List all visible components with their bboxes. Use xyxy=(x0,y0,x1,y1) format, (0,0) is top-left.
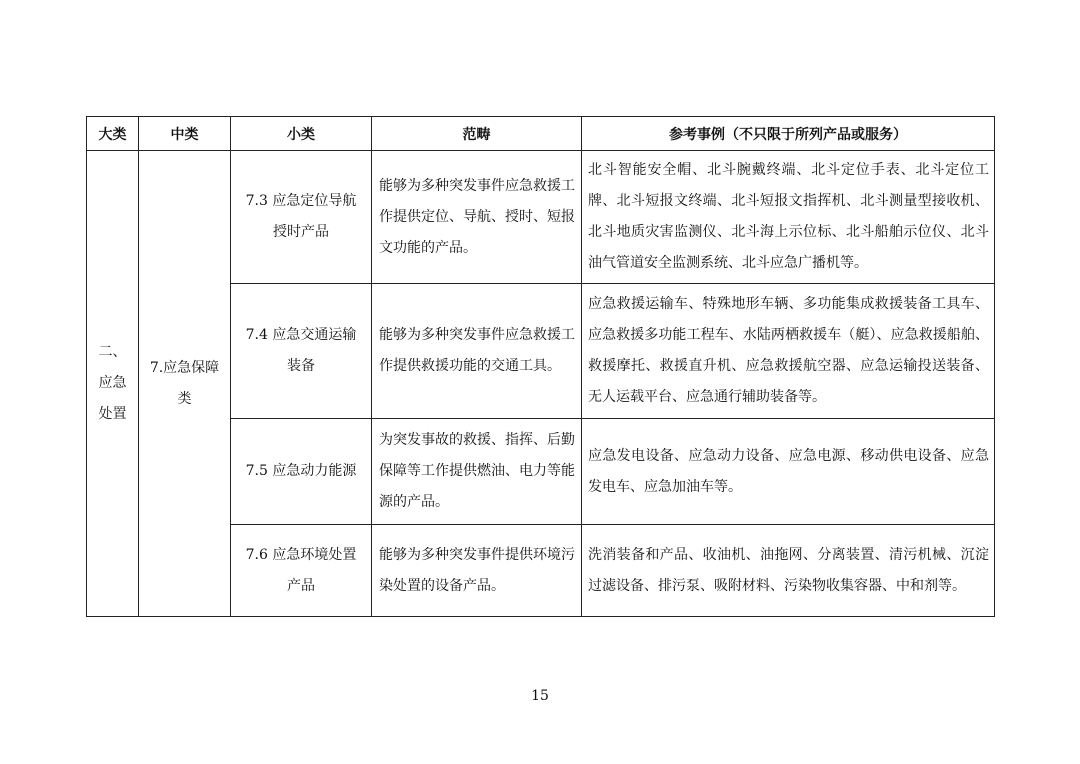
mid-category-line: 7.应急保障 xyxy=(149,359,220,376)
table-header-row xyxy=(87,117,995,151)
scope-cell: 能够为多种突发事件应急救援工作提供定位、导航、授时、短报文功能的产品。 xyxy=(372,151,582,284)
major-category-line: 应急 xyxy=(98,375,127,391)
sub-category-line: 7.5 应急动力能源 xyxy=(245,463,357,479)
examples-cell: 北斗智能安全帽、北斗腕戴终端、北斗定位手表、北斗定位工牌、北斗短报文终端、北斗短报文指挥机、北斗测量型接收机、北斗地质灾害监测仪、北斗海上示位标、北斗船舶示位仪、北斗油气管道安全监测系统、北斗应急广播机等。 xyxy=(582,151,995,284)
sub-category-line: 7.4 应急交通运输 xyxy=(245,327,357,343)
mid-category-line: 类 xyxy=(177,390,192,407)
sub-category-cell xyxy=(231,151,372,284)
header-sub-category: 小类 xyxy=(231,117,372,151)
sub-category-line: 装备 xyxy=(287,358,315,374)
header-major-category: 大类 xyxy=(87,117,139,151)
examples-cell: 应急救援运输车、特殊地形车辆、多功能集成救援装备工具车、应急救援多功能工程车、水陆两栖救援车（艇）、应急救援船舶、救援摩托、救援直升机、应急救援航空器、应急运输投送装备、无人运载平台、应急通行辅助装备等。 xyxy=(582,284,995,419)
sub-category-cell xyxy=(231,419,372,525)
major-category-line: 处置 xyxy=(98,406,127,422)
header-mid-category: 中类 xyxy=(139,117,231,151)
scope-cell: 为突发事故的救援、指挥、后勤保障等工作提供燃油、电力等能源的产品。 xyxy=(372,419,582,525)
scope-cell: 能够为多种突发事件应急救援工作提供救援功能的交通工具。 xyxy=(372,284,582,419)
page-number: 15 xyxy=(531,688,549,704)
examples-cell: 应急发电设备、应急动力设备、应急电源、移动供电设备、应急发电车、应急加油车等。 xyxy=(582,419,995,525)
sub-category-line: 授时产品 xyxy=(273,224,329,240)
sub-category-line: 7.3 应急定位导航 xyxy=(245,193,357,209)
sub-category-cell xyxy=(231,525,372,617)
category-table xyxy=(86,116,995,617)
sub-category-cell xyxy=(231,284,372,419)
mid-category-cell xyxy=(139,151,231,617)
examples-cell: 洗消装备和产品、收油机、油拖网、分离装置、清污机械、沉淀过滤设备、排污泵、吸附材料、污染物收集容器、中和剂等。 xyxy=(582,525,995,617)
major-category-line: 二、 xyxy=(98,344,127,360)
table-row xyxy=(87,151,995,284)
scope-cell: 能够为多种突发事件提供环境污染处置的设备产品。 xyxy=(372,525,582,617)
sub-category-line: 产品 xyxy=(287,577,315,594)
header-examples: 参考事例（不只限于所列产品或服务） xyxy=(582,117,995,151)
major-category-cell xyxy=(87,151,139,617)
header-scope: 范畴 xyxy=(372,117,582,151)
sub-category-line: 7.6 应急环境处置 xyxy=(245,546,357,563)
